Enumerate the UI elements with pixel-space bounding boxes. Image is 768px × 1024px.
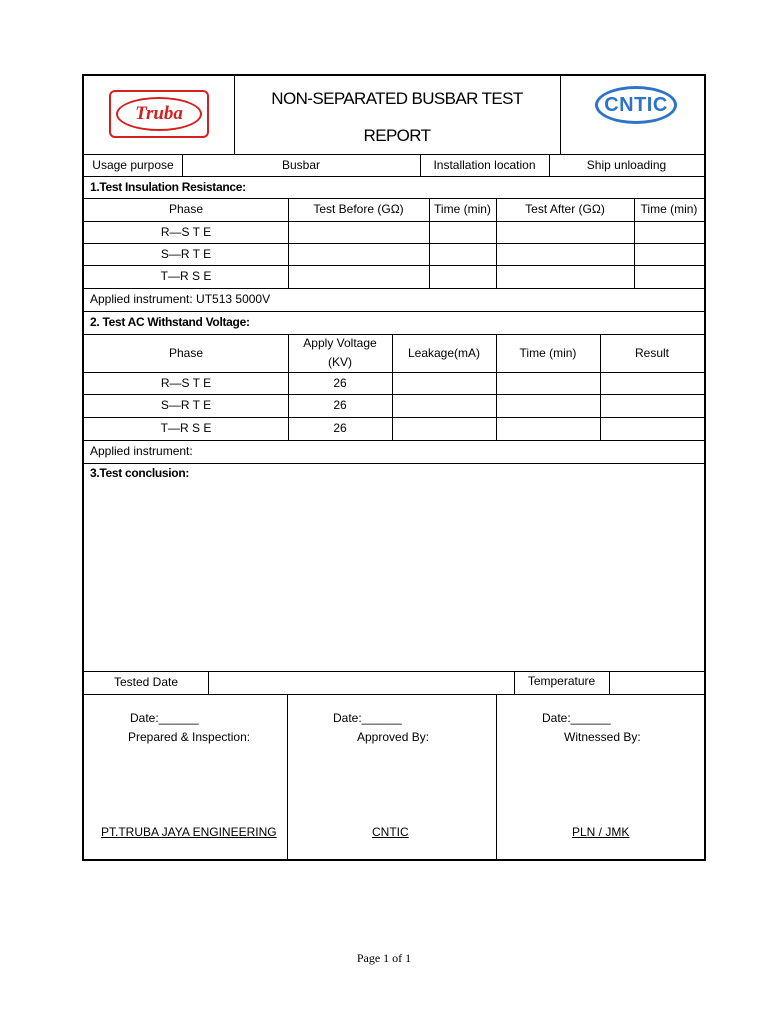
s2-row-phase: T—R S E	[160, 421, 212, 436]
s1-applied-instrument: Applied instrument: UT513 5000V	[90, 292, 271, 307]
divider	[84, 694, 704, 695]
apply-voltage-unit: (KV)	[328, 355, 352, 369]
s2-row-phase: R—S T E	[160, 375, 212, 390]
org-name: PT.TRUBA JAYA ENGINEERING	[101, 825, 277, 839]
date-line: Date:______	[542, 711, 611, 725]
s1-row-phase: S—R T E	[160, 246, 212, 261]
installation-location-value: Ship unloading	[586, 157, 667, 172]
s2-header-time: Time (min)	[519, 345, 577, 360]
s2-header-result: Result	[634, 345, 669, 360]
s2-row-voltage: 26	[333, 375, 347, 390]
temperature-label: Temperature	[527, 674, 596, 689]
s2-row-voltage: 26	[333, 398, 347, 413]
s2-header-leakage: Leakage(mA)	[407, 345, 481, 360]
s2-applied-instrument: Applied instrument:	[90, 444, 193, 459]
role-label: Approved By:	[357, 730, 430, 744]
s1-header-time: Time (min)	[434, 202, 491, 217]
cntic-logo: CNTIC	[595, 86, 677, 124]
apply-voltage-label: Apply Voltage	[303, 335, 377, 350]
divider	[234, 76, 235, 154]
date-line: Date:______	[130, 711, 199, 725]
s1-header-test-after: Test After (GΩ)	[525, 202, 605, 217]
s1-header-time-after: Time (min)	[640, 202, 698, 217]
org-name: CNTIC	[372, 825, 409, 839]
date-line: Date:______	[333, 711, 402, 725]
conclusion-area[interactable]	[84, 484, 704, 671]
s2-header-phase: Phase	[168, 345, 204, 360]
divider	[560, 76, 561, 154]
s2-row-voltage: 26	[333, 421, 347, 436]
s1-header-phase: Phase	[168, 202, 204, 217]
report-form	[82, 74, 706, 861]
org-name: PLN / JMK	[572, 825, 630, 839]
s2-row-phase: S—R T E	[160, 398, 212, 413]
usage-purpose-label: Usage purpose	[92, 157, 174, 172]
s2-header-apply-voltage	[288, 334, 392, 372]
tested-date-field[interactable]	[209, 671, 514, 694]
divider	[496, 694, 497, 859]
role-label: Witnessed By:	[564, 730, 641, 744]
divider	[287, 694, 288, 859]
s1-row-phase: T—R S E	[160, 269, 212, 284]
section3-title: 3.Test conclusion:	[90, 466, 190, 480]
temperature-field[interactable]	[610, 671, 704, 694]
page-number: Page 1 of 1	[356, 951, 412, 965]
report-title-line1: NON-SEPARATED BUSBAR TEST	[271, 88, 523, 108]
section1-title: 1.Test Insulation Resistance:	[90, 179, 246, 194]
s1-header-test-before: Test Before (GΩ)	[313, 202, 404, 217]
s1-row-phase: R—S T E	[160, 224, 212, 239]
tested-date-label: Tested Date	[113, 675, 179, 690]
divider	[84, 463, 704, 464]
role-label: Prepared & Inspection:	[128, 730, 251, 744]
usage-purpose-value: Busbar	[281, 157, 321, 172]
section2-title: 2. Test AC Withstand Voltage:	[90, 315, 250, 330]
report-title-line2: REPORT	[363, 125, 431, 145]
installation-location-label: Installation location	[433, 157, 536, 172]
truba-logo: Truba	[109, 90, 209, 138]
